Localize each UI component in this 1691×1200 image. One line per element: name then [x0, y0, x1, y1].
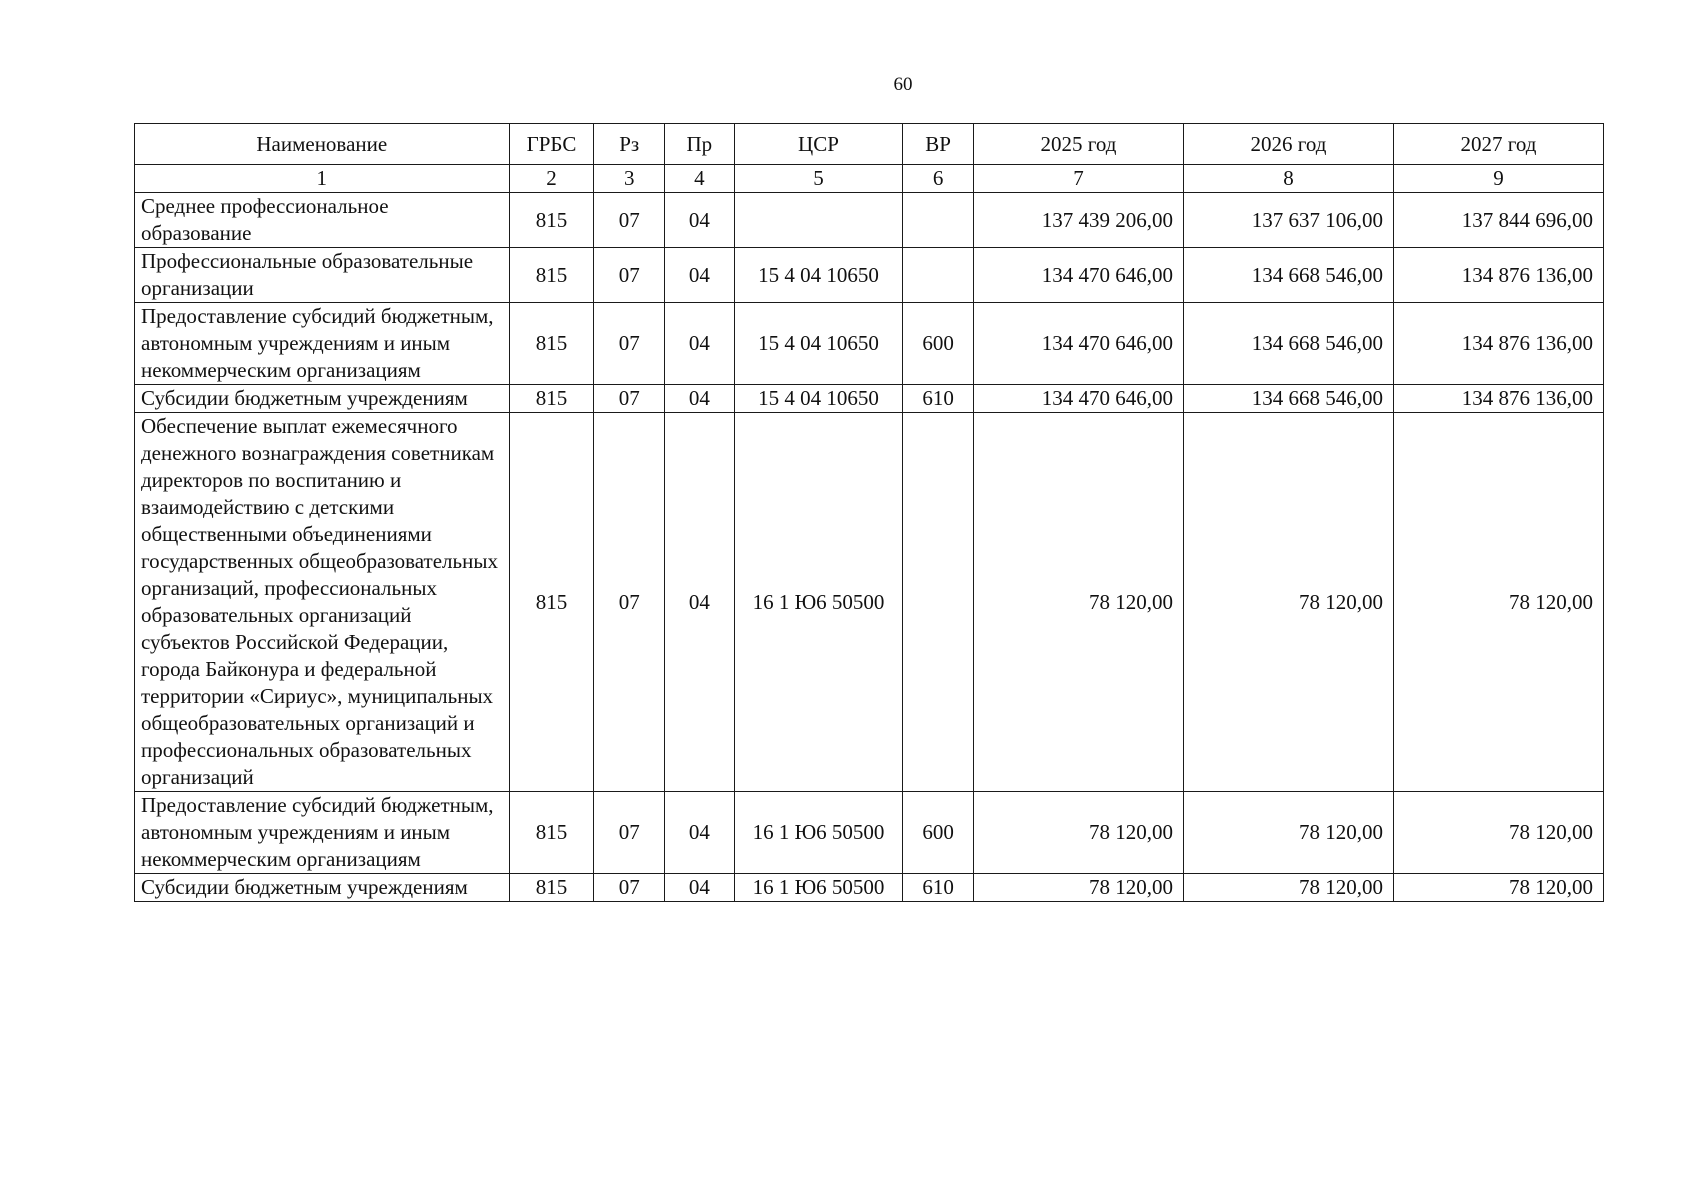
row-amount-2025: 78 120,00	[973, 792, 1183, 874]
row-amount-2026: 134 668 546,00	[1183, 385, 1393, 413]
row-rz: 07	[594, 385, 665, 413]
table-row	[135, 193, 1604, 248]
row-amount-2025: 134 470 646,00	[973, 248, 1183, 303]
header-2027: 2027 год	[1393, 124, 1603, 165]
column-number: 7	[973, 165, 1183, 193]
row-amount-2025: 78 120,00	[973, 413, 1183, 792]
row-pr: 04	[665, 413, 735, 792]
column-number: 1	[135, 165, 510, 193]
row-grbs: 815	[509, 413, 594, 792]
row-amount-2026: 78 120,00	[1183, 792, 1393, 874]
column-number: 2	[509, 165, 594, 193]
row-name: Профессиональные образовательные организации	[135, 248, 510, 303]
row-csr: 15 4 04 10650	[734, 248, 903, 303]
row-csr: 16 1 Ю6 50500	[734, 874, 903, 902]
table-row	[135, 792, 1604, 874]
column-number: 8	[1183, 165, 1393, 193]
row-vr	[903, 248, 974, 303]
row-vr: 600	[903, 792, 974, 874]
row-name: Предоставление субсидий бюджетным, автономным учреждениям и иным некоммерческим организациям	[135, 303, 510, 385]
row-pr: 04	[665, 385, 735, 413]
row-grbs: 815	[509, 385, 594, 413]
header-row	[135, 124, 1604, 165]
row-grbs: 815	[509, 248, 594, 303]
table-row	[135, 248, 1604, 303]
table-row	[135, 874, 1604, 902]
row-csr: 15 4 04 10650	[734, 303, 903, 385]
row-name: Предоставление субсидий бюджетным, автономным учреждениям и иным некоммерческим организациям	[135, 792, 510, 874]
row-pr: 04	[665, 874, 735, 902]
row-csr: 16 1 Ю6 50500	[734, 413, 903, 792]
row-vr: 610	[903, 874, 974, 902]
row-amount-2027: 78 120,00	[1393, 792, 1603, 874]
row-amount-2027: 134 876 136,00	[1393, 248, 1603, 303]
header-rz: Рз	[594, 124, 665, 165]
column-number: 6	[903, 165, 974, 193]
row-grbs: 815	[509, 874, 594, 902]
row-amount-2025: 134 470 646,00	[973, 303, 1183, 385]
row-vr: 610	[903, 385, 974, 413]
budget-table	[134, 123, 1604, 902]
row-grbs: 815	[509, 303, 594, 385]
row-rz: 07	[594, 193, 665, 248]
column-number: 4	[665, 165, 735, 193]
row-amount-2026: 137 637 106,00	[1183, 193, 1393, 248]
table-row	[135, 303, 1604, 385]
row-rz: 07	[594, 874, 665, 902]
row-pr: 04	[665, 193, 735, 248]
row-name: Субсидии бюджетным учреждениям	[135, 874, 510, 902]
row-csr	[734, 193, 903, 248]
page-number: 60	[893, 74, 913, 95]
row-rz: 07	[594, 792, 665, 874]
row-vr: 600	[903, 303, 974, 385]
row-pr: 04	[665, 792, 735, 874]
row-grbs: 815	[509, 792, 594, 874]
row-amount-2026: 134 668 546,00	[1183, 248, 1393, 303]
row-amount-2025: 137 439 206,00	[973, 193, 1183, 248]
row-rz: 07	[594, 303, 665, 385]
column-number-row	[135, 165, 1604, 193]
row-vr	[903, 413, 974, 792]
header-pr: Пр	[665, 124, 735, 165]
row-vr	[903, 193, 974, 248]
row-name: Среднее профессиональное образование	[135, 193, 510, 248]
row-amount-2027: 78 120,00	[1393, 874, 1603, 902]
row-name: Обеспечение выплат ежемесячного денежного вознаграждения советникам директоров по воспитанию и взаимодействию с детскими общественными объединениями государственных общеобразовательных организаций, профессиональных образовательных организаций субъектов Российской Федерации, города Байконура и федеральной территории «Сириус», муниципальных общеобразовательных организаций и профессиональных образовательных организаций	[135, 413, 510, 792]
row-rz: 07	[594, 413, 665, 792]
header-vr: ВР	[903, 124, 974, 165]
header-2026: 2026 год	[1183, 124, 1393, 165]
row-pr: 04	[665, 303, 735, 385]
column-number: 9	[1393, 165, 1603, 193]
column-number: 5	[734, 165, 903, 193]
row-amount-2027: 137 844 696,00	[1393, 193, 1603, 248]
header-name: Наименование	[135, 124, 510, 165]
row-rz: 07	[594, 248, 665, 303]
column-number: 3	[594, 165, 665, 193]
row-amount-2026: 78 120,00	[1183, 874, 1393, 902]
row-csr: 16 1 Ю6 50500	[734, 792, 903, 874]
row-name: Субсидии бюджетным учреждениям	[135, 385, 510, 413]
row-amount-2026: 78 120,00	[1183, 413, 1393, 792]
row-amount-2027: 134 876 136,00	[1393, 385, 1603, 413]
row-amount-2027: 134 876 136,00	[1393, 303, 1603, 385]
header-grbs: ГРБС	[509, 124, 594, 165]
table-row	[135, 413, 1604, 792]
row-amount-2027: 78 120,00	[1393, 413, 1603, 792]
row-csr: 15 4 04 10650	[734, 385, 903, 413]
table-row	[135, 385, 1604, 413]
header-2025: 2025 год	[973, 124, 1183, 165]
row-amount-2025: 78 120,00	[973, 874, 1183, 902]
row-pr: 04	[665, 248, 735, 303]
row-amount-2025: 134 470 646,00	[973, 385, 1183, 413]
header-csr: ЦСР	[734, 124, 903, 165]
row-grbs: 815	[509, 193, 594, 248]
row-amount-2026: 134 668 546,00	[1183, 303, 1393, 385]
